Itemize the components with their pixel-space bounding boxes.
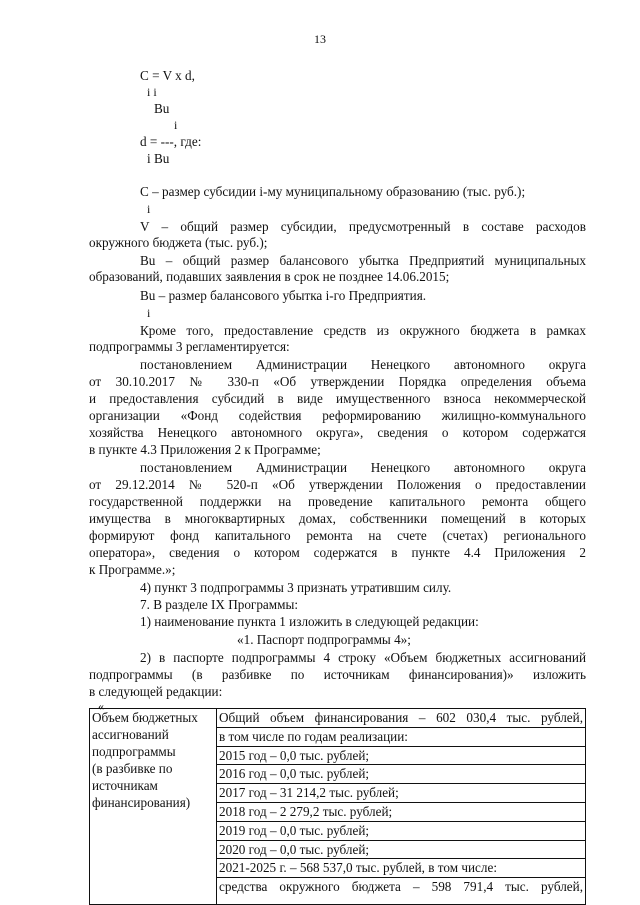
value-line: Общий объем финансирования – 602 030,4 тыс. рублей,: [217, 709, 585, 728]
formula-line-1: C = V x d,: [140, 68, 195, 83]
definition-c-subscript: i: [147, 202, 151, 216]
resolution-520-line-4: имущества в многоквартирных домах, собственники помещений в которых: [89, 511, 586, 526]
definition-bu-line-2: образований, подавших заявления в срок не позднее 14.06.2015;: [89, 269, 450, 284]
resolution-330-line-2: от 30.10.2017 № 330-п «Об утверждении Порядка определения объема: [89, 374, 586, 389]
formula-line-5: d = ---, где:: [140, 134, 202, 149]
resolution-520-line-6: оператора», сведения о котором содержатся в пункте 4.4 Приложения 2: [89, 545, 586, 560]
formula-line-3: Bu: [154, 101, 170, 116]
definition-c: C – размер субсидии i-му муниципальному образованию (тыс. руб.);: [140, 184, 526, 199]
value-line: средства окружного бюджета – 598 791,4 тыс. рублей,: [219, 879, 583, 895]
formula-line-4: i: [174, 118, 178, 132]
definition-bui-subscript: i: [147, 306, 151, 320]
value-line: в том числе по годам реализации:: [217, 728, 585, 747]
value-line: 2017 год – 31 214,2 тыс. рублей;: [217, 784, 585, 803]
definition-v-line-1: V – общий размер субсидии, предусмотренный в составе расходов: [140, 219, 586, 234]
item-2-line-1: 2) в паспорте подпрограммы 4 строку «Объем бюджетных ассигнований: [140, 650, 586, 665]
resolution-330-line-6: в пункте 4.3 Приложения 2 к Программе;: [89, 442, 321, 457]
resolution-330-line-3: и предоставления субсидий в виде имущественного взноса некоммерческой: [89, 391, 586, 406]
table-value-cell: [217, 709, 586, 905]
item-1-rename: 1) наименование пункта 1 изложить в следующей редакции:: [140, 614, 479, 629]
label-line: источникам: [92, 778, 158, 793]
value-line: 2015 год – 0,0 тыс. рублей;: [217, 747, 585, 766]
opening-quote: «: [98, 699, 104, 713]
resolution-520-line-2: от 29.12.2014 № 520-п «Об утверждении Положения о предоставлении: [89, 477, 586, 492]
definition-bui: Bu – размер балансового убытка i-го Предприятия.: [140, 288, 427, 303]
label-line: подпрограммы: [92, 744, 176, 759]
item-4-repeal: 4) пункт 3 подпрограммы 3 признать утратившим силу.: [140, 580, 452, 595]
paragraph-moreover-line-2: подпрограммы 3 регламентируется:: [89, 339, 290, 354]
resolution-330-line-4: организации «Фонд содействия реформированию жилищно-коммунального: [89, 408, 586, 423]
formula-line-2: i i: [147, 85, 157, 99]
value-line: 2020 год – 0,0 тыс. рублей;: [217, 841, 585, 860]
definition-bu-line-1: Bu – общий размер балансового убытка Предприятий муниципальных: [140, 253, 586, 268]
resolution-330-line-5: хозяйства Ненецкого автономного округа», сведения о котором содержатся: [89, 425, 586, 440]
resolution-520-line-7: к Программе.»;: [89, 562, 176, 577]
value-line: 2016 год – 0,0 тыс. рублей;: [217, 765, 585, 784]
resolution-520-line-3: государственной поддержки на проведение капитального ремонта общего: [89, 494, 586, 509]
page-number: 13: [314, 32, 326, 46]
passport-title-quote: «1. Паспорт подпрограммы 4»;: [237, 632, 411, 647]
label-line: финансирования): [92, 795, 191, 810]
section-7-heading: 7. В разделе IX Программы:: [140, 597, 298, 612]
value-line: 2019 год – 0,0 тыс. рублей;: [217, 822, 585, 841]
resolution-520-line-1: постановлением Администрации Ненецкого автономного округа: [140, 460, 586, 475]
item-2-line-3: в следующей редакции:: [89, 684, 223, 699]
resolution-520-line-5: формируют фонд капитального ремонта на счете (счетах) регионального: [89, 528, 586, 543]
table-row: [90, 709, 586, 905]
resolution-330-line-1: постановлением Администрации Ненецкого автономного округа: [140, 357, 586, 372]
value-line: 2018 год – 2 279,2 тыс. рублей;: [217, 803, 585, 822]
table-label-cell: [90, 709, 217, 905]
paragraph-moreover-line-1: Кроме того, предоставление средств из окружного бюджета в рамках: [140, 323, 586, 338]
formula-line-6: i Bu: [147, 151, 170, 166]
label-line: Объем бюджетных: [92, 710, 198, 725]
value-line: 2021-2025 г. – 568 537,0 тыс. рублей, в том числе:: [217, 859, 585, 878]
definition-v-line-2: окружного бюджета (тыс. руб.);: [89, 235, 268, 250]
label-line: ассигнований: [92, 727, 169, 742]
label-line: (в разбивке по: [92, 761, 173, 776]
budget-table: [89, 708, 586, 905]
item-2-line-2: подпрограммы (в разбивке по источникам финансирования)» изложить: [89, 667, 586, 682]
